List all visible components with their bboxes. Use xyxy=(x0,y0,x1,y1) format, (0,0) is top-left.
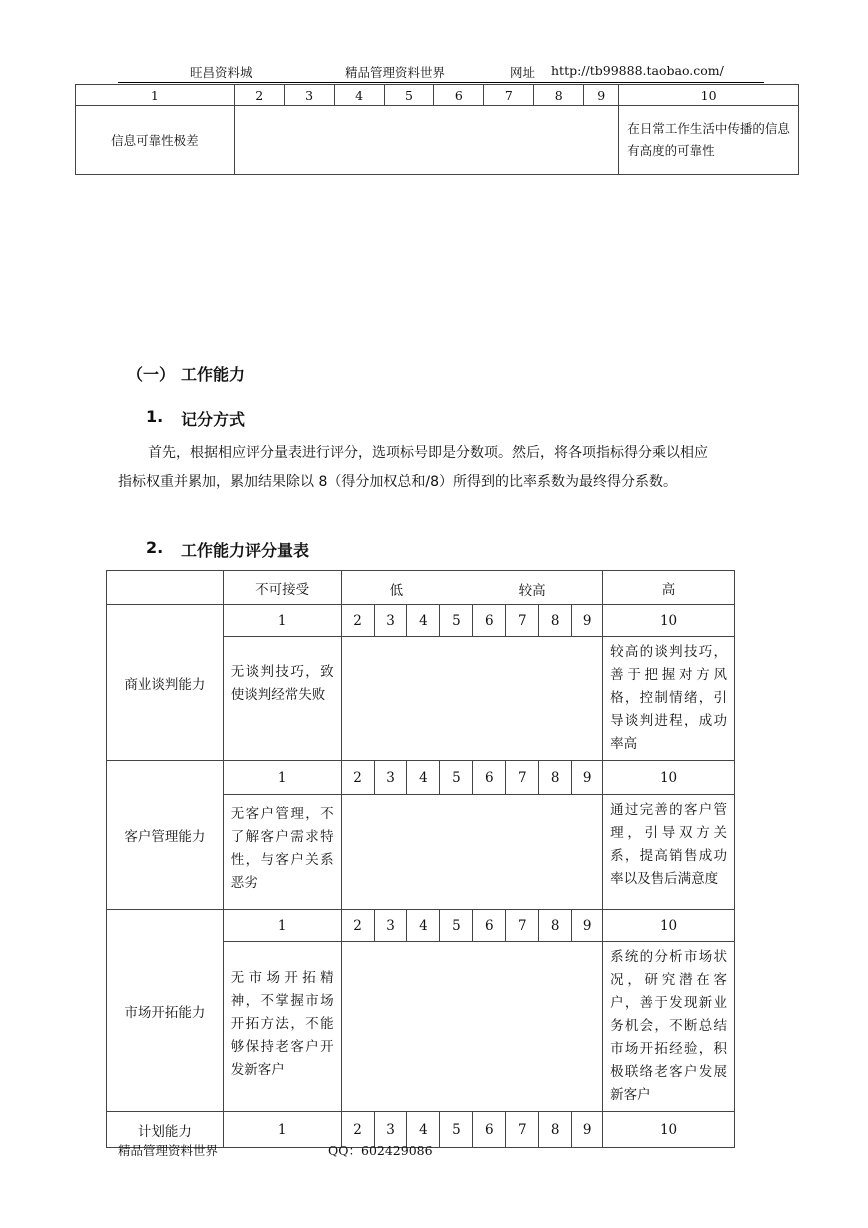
scale-cell: 7 xyxy=(506,761,539,795)
scale-cell: 10 xyxy=(603,605,735,637)
scale-cell: 6 xyxy=(473,605,506,637)
scale-cell: 4 xyxy=(407,910,440,942)
table-header-row xyxy=(107,571,735,605)
header-moderate-high: 较高 xyxy=(518,583,546,599)
header-center: 精品管理资料世界 xyxy=(345,65,446,80)
row-name: 计划能力 xyxy=(107,1112,224,1148)
scale-7: 7 xyxy=(484,85,534,106)
low-desc: 无市场开拓精神，不掌握市场开拓方法，不能够保持老客户开发新客户 xyxy=(223,942,341,1112)
work-ability-scale-table xyxy=(106,570,735,1148)
scale-cell: 6 xyxy=(473,1112,506,1148)
scale-cell: 1 xyxy=(223,605,341,637)
scale-cell: 3 xyxy=(374,605,407,637)
blank-cell xyxy=(234,106,618,175)
scale-cell: 3 xyxy=(374,910,407,942)
high-desc: 通过完善的客户管理，引导双方关系，提高销售成功率以及售后满意度 xyxy=(603,795,735,910)
scale-cell: 9 xyxy=(572,910,603,942)
sub2-title: 工作能力评分量表 xyxy=(181,541,310,560)
scale-cell: 10 xyxy=(603,1112,735,1148)
scale-cell: 10 xyxy=(603,761,735,795)
scale-cell: 7 xyxy=(506,1112,539,1148)
desc-row xyxy=(76,106,799,175)
low-desc: 无谈判技巧，致使谈判经常失败 xyxy=(223,637,341,761)
table-row xyxy=(107,910,735,942)
header-rule xyxy=(118,82,764,83)
header-mid-range xyxy=(341,571,603,605)
header-url-label: 网址 xyxy=(510,65,536,80)
low-desc: 无客户管理，不了解客户需求特性，与客户关系恶劣 xyxy=(223,795,341,910)
scale-cell: 2 xyxy=(341,1112,374,1148)
scale-cell: 7 xyxy=(506,910,539,942)
scale-cell: 5 xyxy=(440,1112,473,1148)
scale-2: 2 xyxy=(234,85,284,106)
sub1-num: 1. xyxy=(146,407,164,426)
scale-3: 3 xyxy=(284,85,334,106)
blank-cell xyxy=(341,942,603,1112)
scale-cell: 5 xyxy=(440,910,473,942)
scale-cell: 4 xyxy=(407,605,440,637)
scale-cell: 4 xyxy=(407,1112,440,1148)
scale-9: 9 xyxy=(584,85,619,106)
scale-cell: 5 xyxy=(440,761,473,795)
scale-cell: 1 xyxy=(223,910,341,942)
scale-4: 4 xyxy=(334,85,384,106)
scale-row xyxy=(76,85,799,106)
sub2-num: 2. xyxy=(146,538,164,557)
scale-cell: 7 xyxy=(506,605,539,637)
scale-cell: 6 xyxy=(473,910,506,942)
header-blank xyxy=(107,571,224,605)
header-unacceptable: 不可接受 xyxy=(223,571,341,605)
paragraph-line-2: 指标权重并累加，累加结果除以 8（得分加权总和/8）所得到的比率系数为最终得分系数。 xyxy=(118,474,677,490)
scale-cell: 2 xyxy=(341,761,374,795)
row-name: 商业谈判能力 xyxy=(107,605,224,761)
scale-6: 6 xyxy=(434,85,484,106)
scale-cell: 10 xyxy=(603,910,735,942)
scale-cell: 2 xyxy=(341,605,374,637)
scale-8: 8 xyxy=(534,85,584,106)
scale-1: 1 xyxy=(76,85,235,106)
scale-cell: 8 xyxy=(539,910,572,942)
scale-cell: 9 xyxy=(572,761,603,795)
footer-left: 精品管理资料世界 xyxy=(118,1143,219,1158)
scale-cell: 6 xyxy=(473,761,506,795)
table-row xyxy=(107,761,735,795)
scale-cell: 8 xyxy=(539,761,572,795)
scale-10: 10 xyxy=(619,85,799,106)
blank-cell xyxy=(341,637,603,761)
high-desc: 在日常工作生活中传播的信息有高度的可靠性 xyxy=(619,106,799,175)
header-high: 高 xyxy=(603,571,735,605)
section-title: 工作能力 xyxy=(181,365,246,384)
scale-cell: 5 xyxy=(440,605,473,637)
sub1-title: 记分方式 xyxy=(181,410,246,429)
scale-cell: 3 xyxy=(374,1112,407,1148)
footer-qq: QQ：602429086 xyxy=(328,1143,433,1158)
scale-5: 5 xyxy=(384,85,434,106)
low-desc: 信息可靠性极差 xyxy=(76,106,235,175)
section-title-num: （一） xyxy=(127,365,176,384)
scale-cell: 1 xyxy=(223,761,341,795)
scale-cell: 2 xyxy=(341,910,374,942)
scale-cell: 8 xyxy=(539,1112,572,1148)
scale-cell: 9 xyxy=(572,605,603,637)
scale-cell: 4 xyxy=(407,761,440,795)
paragraph-line-1: 首先，根据相应评分量表进行评分，选项标号即是分数项。然后，将各项指标得分乘以相应 xyxy=(148,445,708,461)
scale-cell: 3 xyxy=(374,761,407,795)
header-left: 旺昌资料城 xyxy=(190,65,253,80)
header-low: 低 xyxy=(389,583,404,599)
header-url[interactable]: http://tb99888.taobao.com/ xyxy=(551,63,724,78)
high-desc: 较高的谈判技巧，善于把握对方风格，控制情绪，引导谈判进程，成功率高 xyxy=(603,637,735,761)
blank-cell xyxy=(341,795,603,910)
scale-cell: 9 xyxy=(572,1112,603,1148)
reliability-scale-table xyxy=(75,84,799,175)
table-row xyxy=(107,605,735,637)
high-desc: 系统的分析市场状况，研究潜在客户，善于发现新业务机会，不断总结市场开拓经验，积极联络老客户发展新客户 xyxy=(603,942,735,1112)
row-name: 市场开拓能力 xyxy=(107,910,224,1112)
row-name: 客户管理能力 xyxy=(107,761,224,910)
scale-cell: 8 xyxy=(539,605,572,637)
scale-cell: 1 xyxy=(223,1112,341,1148)
